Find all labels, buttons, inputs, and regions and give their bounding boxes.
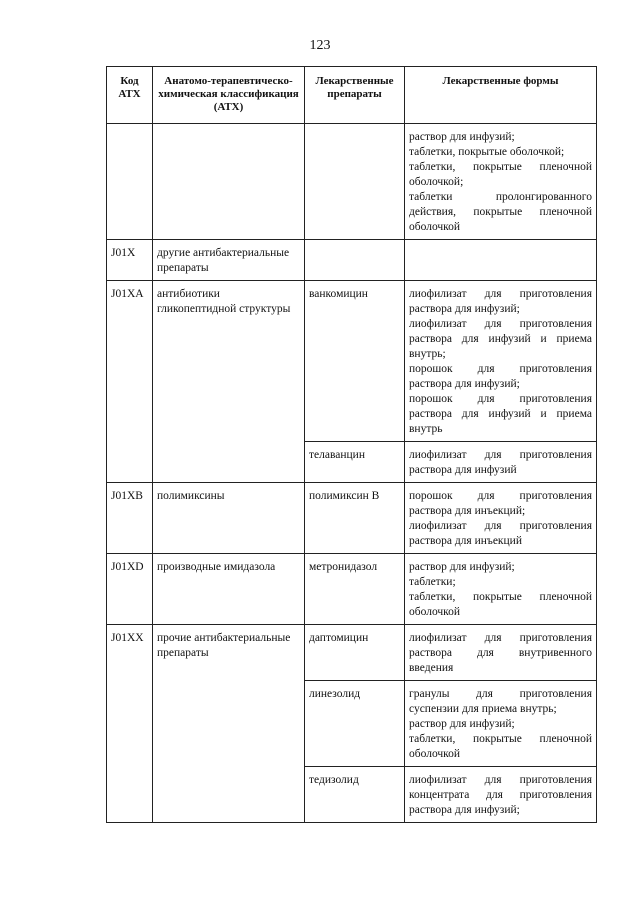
cell-forms	[405, 767, 597, 823]
table-row	[107, 625, 597, 681]
cell-forms	[405, 124, 597, 240]
header-forms: Лекарственные формы	[405, 67, 597, 124]
cell-forms	[405, 240, 597, 281]
cell-classification: производные имидазола	[153, 554, 305, 625]
table-row	[107, 281, 597, 442]
form-line: раствор для инфузий;	[409, 561, 515, 573]
cell-code: J01XA	[107, 281, 153, 483]
form-line: таблетки, покрытые оболочкой;	[409, 146, 565, 158]
cell-forms	[405, 554, 597, 625]
form-line: порошок для приготовления раствора для инъекций;	[409, 490, 592, 517]
atx-table	[106, 66, 597, 823]
table-row	[107, 240, 597, 281]
cell-drug: ванкомицин	[305, 281, 405, 442]
cell-classification	[153, 124, 305, 240]
form-line: раствор для инфузий;	[409, 718, 515, 730]
table-row	[107, 554, 597, 625]
cell-drug	[305, 240, 405, 281]
form-line: порошок для приготовления раствора для инфузий и приема внутрь	[409, 393, 592, 435]
form-line: лиофилизат для приготовления раствора для инфузий и приема внутрь;	[409, 318, 592, 360]
form-line: таблетки, покрытые пленочной оболочкой;	[409, 161, 592, 188]
cell-drug: метронидазол	[305, 554, 405, 625]
cell-forms	[405, 483, 597, 554]
cell-forms	[405, 281, 597, 442]
form-line: лиофилизат для приготовления раствора для инфузий;	[409, 288, 592, 315]
cell-code: J01XX	[107, 625, 153, 823]
cell-code	[107, 124, 153, 240]
header-code: Код АТХ	[107, 67, 153, 124]
cell-drug: полимиксин В	[305, 483, 405, 554]
form-line: порошок для приготовления раствора для инфузий;	[409, 363, 592, 390]
table-row	[107, 124, 597, 240]
form-line: лиофилизат для приготовления раствора для внутривенного введения	[409, 632, 592, 674]
cell-code: J01XB	[107, 483, 153, 554]
cell-classification: прочие антибактериальные препараты	[153, 625, 305, 823]
form-line: лиофилизат для приготовления раствора для инфузий	[409, 449, 592, 476]
form-line: лиофилизат для приготовления концентрата для приготовления раствора для инфузий;	[409, 774, 592, 816]
cell-drug: телаванцин	[305, 442, 405, 483]
cell-code: J01X	[107, 240, 153, 281]
header-classification: Анатомо-терапевтическо-химическая классификация (АТХ)	[153, 67, 305, 124]
cell-forms	[405, 681, 597, 767]
cell-code: J01XD	[107, 554, 153, 625]
table-row	[107, 483, 597, 554]
cell-forms	[405, 442, 597, 483]
form-line: таблетки, покрытые пленочной оболочкой	[409, 591, 592, 618]
cell-drug	[305, 124, 405, 240]
form-line: таблетки;	[409, 576, 456, 588]
page-number: 123	[309, 38, 331, 53]
header-drugs: Лекарственные препараты	[305, 67, 405, 124]
cell-drug: линезолид	[305, 681, 405, 767]
cell-classification: антибиотики гликопептидной структуры	[153, 281, 305, 483]
cell-classification: полимиксины	[153, 483, 305, 554]
form-line: лиофилизат для приготовления раствора для инъекций	[409, 520, 592, 547]
form-line: таблетки пролонгированного действия, покрытые пленочной оболочкой	[409, 191, 592, 233]
cell-drug: даптомицин	[305, 625, 405, 681]
form-line: гранулы для приготовления суспензии для приема внутрь;	[409, 688, 592, 715]
form-line: раствор для инфузий;	[409, 131, 515, 143]
table-header-row	[107, 67, 597, 124]
cell-classification: другие антибактериальные препараты	[153, 240, 305, 281]
cell-drug: тедизолид	[305, 767, 405, 823]
cell-forms	[405, 625, 597, 681]
form-line: таблетки, покрытые пленочной оболочкой	[409, 733, 592, 760]
